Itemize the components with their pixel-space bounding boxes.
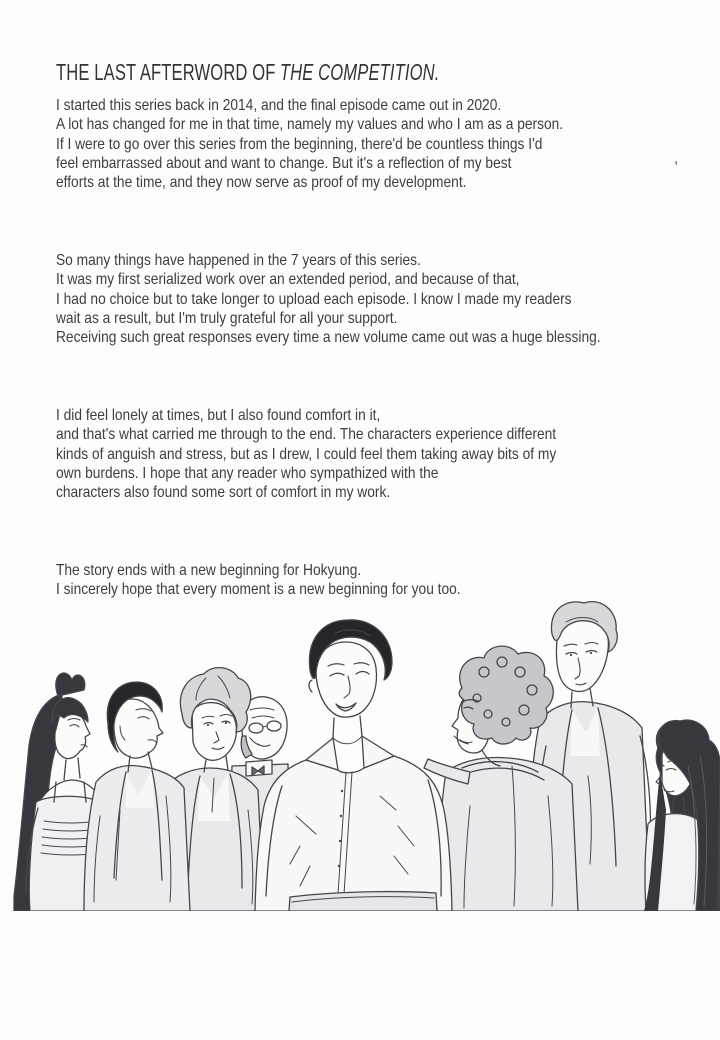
stray-comma-mark: ,: [674, 150, 679, 167]
paragraph-line: A lot has changed for me in that time, namely my values and who I am as a person.: [56, 116, 564, 134]
figure-long-haired-woman-right: [644, 720, 720, 911]
page-title-series-name: THE COMPETITION.: [279, 59, 440, 85]
paragraph-line: I had no choice but to take longer to upload each episode. I know I made my readers: [56, 290, 572, 308]
paragraph-line: It was my first serialized work over an extended period, and because of that,: [56, 271, 520, 289]
paragraph-line: The story ends with a new beginning for Hokyung.: [56, 562, 362, 579]
paragraph-line: kinds of anguish and stress, but as I drew, I could feel them taking away bits of my: [56, 445, 557, 463]
figure-dark-haired-man-profile: [84, 682, 190, 911]
paragraph-line: So many things have happened in the 7 years of this series.: [56, 252, 421, 269]
paragraph-line: feel embarrassed about and want to change. But it's a reflection of my best: [56, 154, 512, 172]
paragraph-line: efforts at the time, and they now serve as proof of my development.: [56, 174, 467, 192]
paragraph-line: own burdens. I hope that any reader who sympathized with the: [56, 464, 439, 482]
paragraph-line: I started this series back in 2014, and the final episode came out in 2020.: [56, 97, 502, 114]
paragraph-line: wait as a result, but I'm truly grateful for all your support.: [56, 309, 398, 327]
paragraph-comfort: [56, 406, 556, 502]
paragraph-seven-years: [56, 251, 601, 347]
paragraph-line: If I were to go over this series from the beginning, there'd be countless things I'd: [56, 135, 543, 153]
paragraph-intro: [56, 96, 563, 192]
page-title-prefix: THE LAST AFTERWORD OF: [56, 59, 276, 85]
paragraph-line: characters also found some sort of comfort in my work.: [56, 484, 391, 502]
paragraph-line: I sincerely hope that every moment is a new beginning for you too.: [56, 581, 461, 599]
paragraph-line: Receiving such great responses every time a new volume came out was a huge blessing.: [56, 329, 601, 347]
paragraph-line: and that's what carried me through to the end. The characters experience different: [56, 426, 557, 444]
cast-group-illustration: [0, 596, 720, 911]
page-title: [56, 59, 440, 86]
paragraph-line: I did feel lonely at times, but I also found comfort in it,: [56, 407, 381, 424]
paragraph-closing: [56, 561, 461, 600]
